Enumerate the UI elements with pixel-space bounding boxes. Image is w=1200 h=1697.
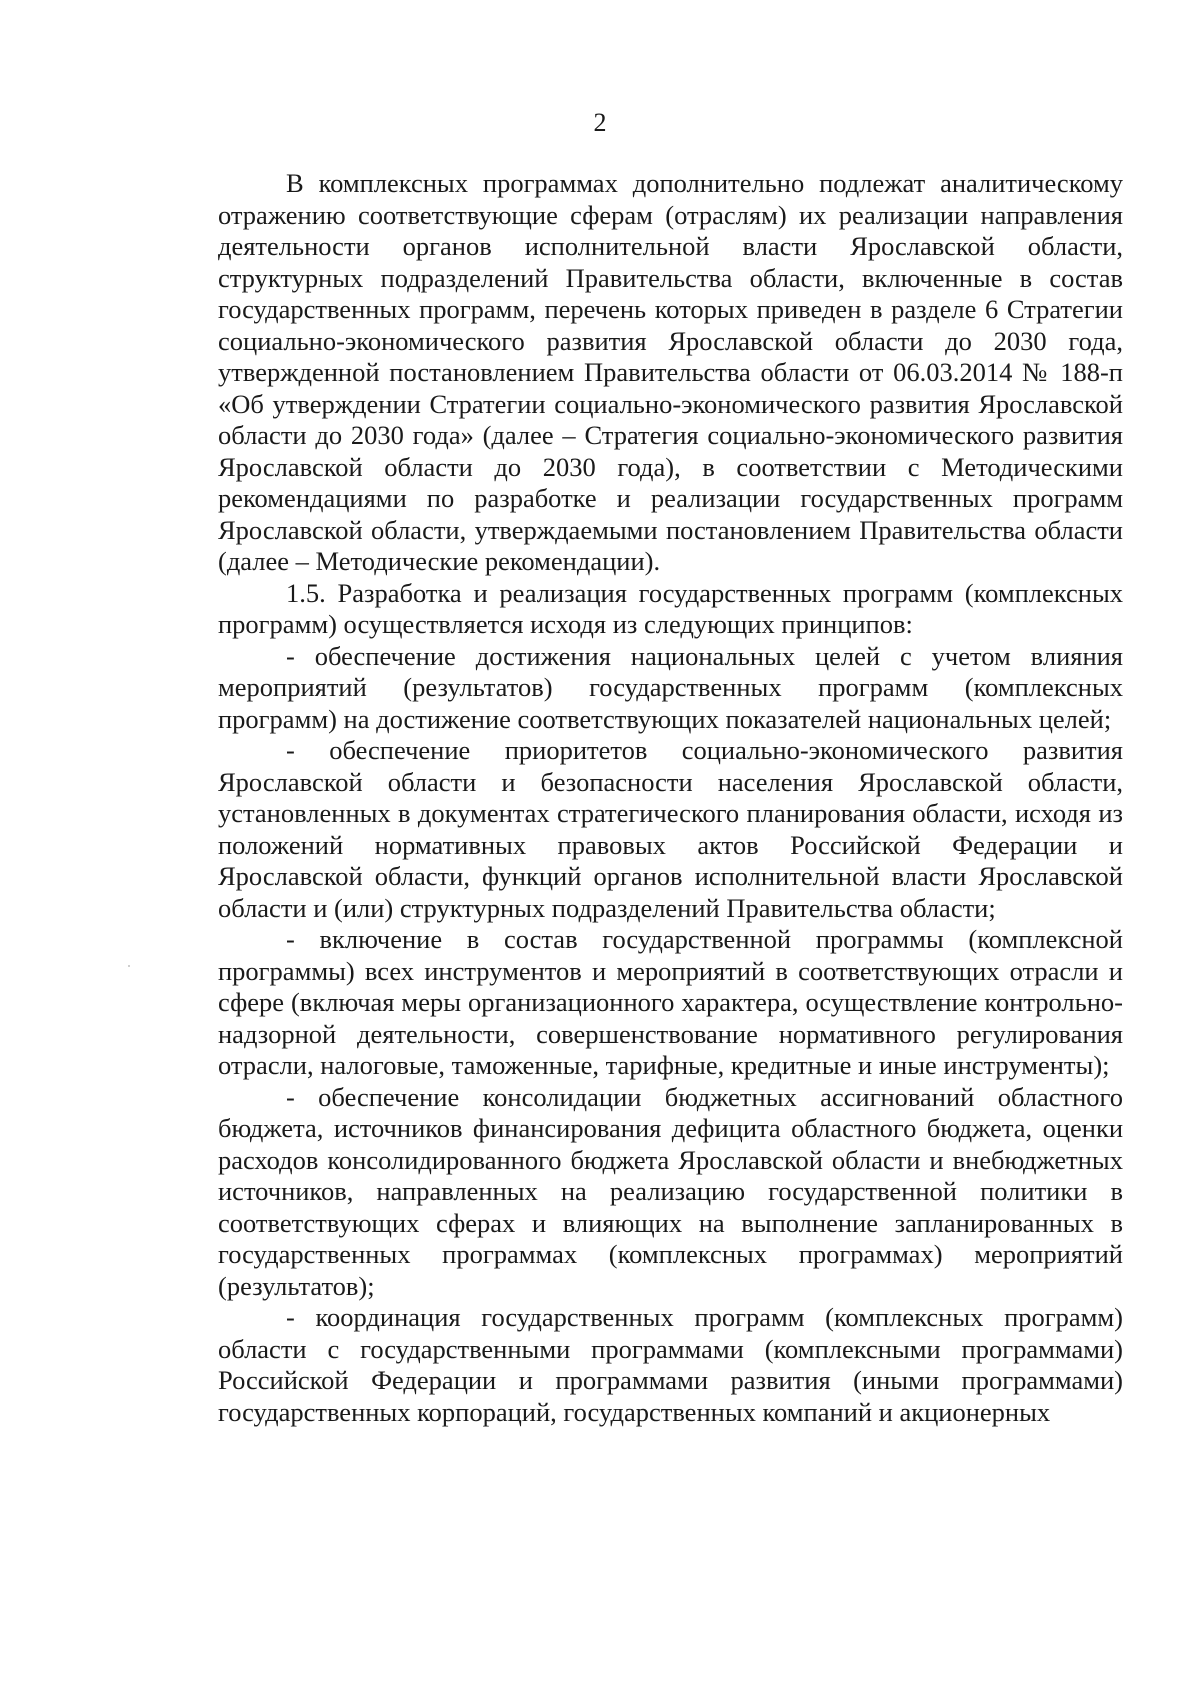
paragraph-complex-programs: В комплексных программах дополнительно подлежат аналитическому отражению соответствующие сферам (отраслям) их реализации направления деятельности органов исполнительной власти Ярославской области, структурных подразделений Правительства области, включенные в состав государственных программ, перечень которых приведен в разделе 6 Стратегии социально-экономического развития Ярославской области до 2030 года, утвержденной постановлением Правительства области от 06.03.2014 № 188-п «Об утверждении Стратегии социально-экономического развития Ярославской области до 2030 года» (далее – Стратегия социально-экономического развития Ярославской области до 2030 года), в соответствии с Методическими рекомендациями по разработке и реализации государственных программ Ярославской области, утверждаемыми постановлением Правительства области (далее – Методические рекомендации). [218, 168, 1123, 576]
document-body [218, 168, 1123, 1428]
list-item-coordination: - координация государственных программ (комплексных программ) области с государственными программами (комплексными программами) Российской Федерации и программами развития (иными программами) государственных корпораций, государственных компаний и акционерных [218, 1302, 1123, 1427]
page-number: 2 [593, 108, 607, 137]
list-item-national-goals: - обеспечение достижения национальных целей с учетом влияния мероприятий (результатов) государственных программ (комплексных программ) на достижение соответствующих показателей национальных целей; [218, 640, 1123, 734]
paragraph-section-1-5: 1.5. Разработка и реализация государственных программ (комплексных программ) осуществляется исходя из следующих принципов: [218, 577, 1123, 639]
list-item-priorities: - обеспечение приоритетов социально-экономического развития Ярославской области и безопасности населения Ярославской области, установленных в документах стратегического планирования области, исходя из положений нормативных правовых актов Российской Федерации и Ярославской области, функций органов исполнительной власти Ярославской области и (или) структурных подразделений Правительства области; [218, 735, 1123, 923]
list-item-instruments: - включение в состав государственной программы (комплексной программы) всех инструментов и мероприятий в соответствующих отрасли и сфере (включая меры организационного характера, осуществление контрольно-надзорной деятельности, совершенствование нормативного регулирования отрасли, налоговые, таможенные, тарифные, кредитные и иные инструменты); [218, 924, 1123, 1080]
list-item-budget-consolidation: - обеспечение консолидации бюджетных ассигнований областного бюджета, источников финансирования дефицита областного бюджета, оценки расходов консолидированного бюджета Ярославской области и внебюджетных источников, направленных на реализацию государственной политики в соответствующих сферах и влияющих на выполнение запланированных в государственных программах (комплексных программах) мероприятий (результатов); [218, 1081, 1123, 1301]
scan-artifact [128, 965, 130, 967]
